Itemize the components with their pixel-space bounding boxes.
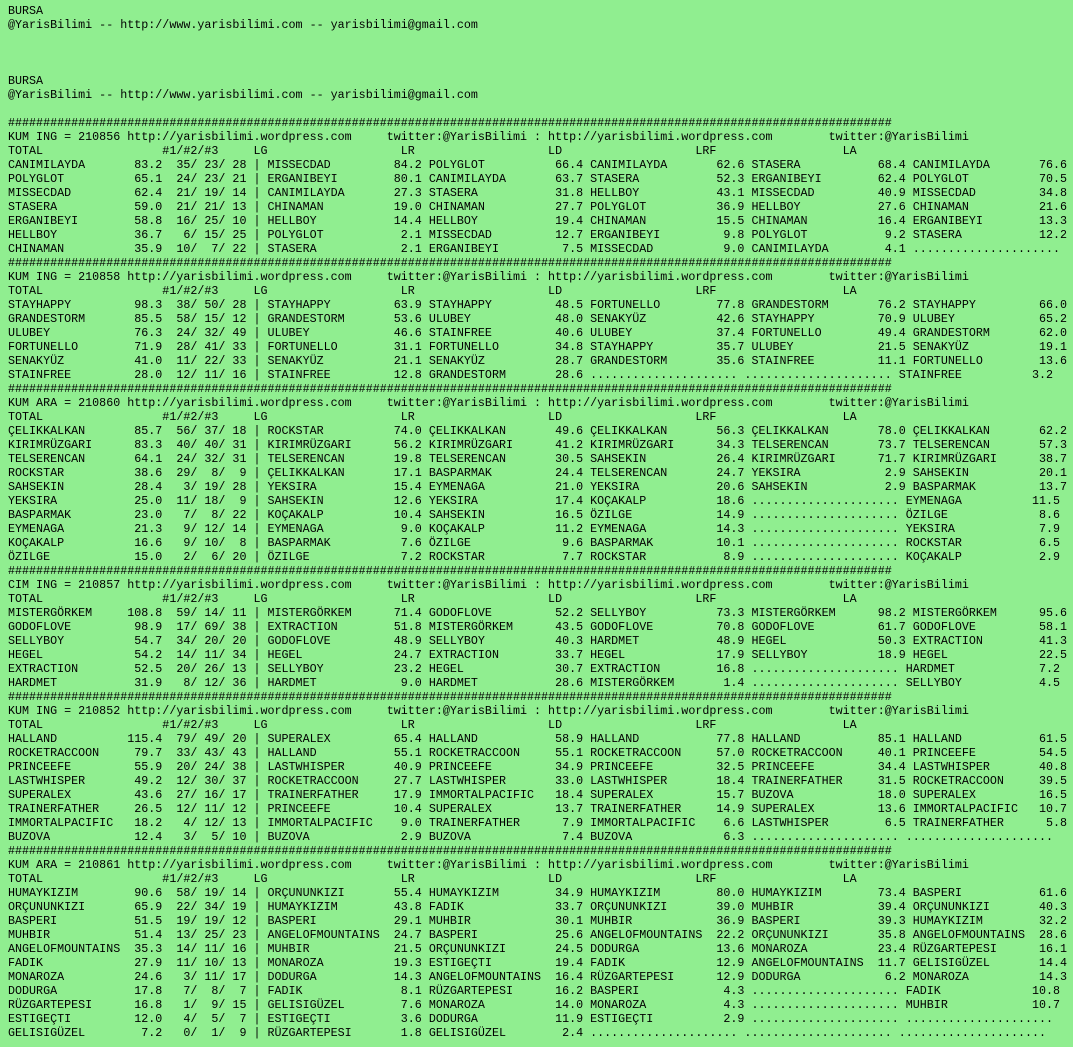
result-row: POLYGLOT 65.1 24/ 23/ 21 | ERGANIBEYI 80.1 CANIMILAYDA 63.7 STASERA 52.3 ERGANIBEYI 62.4 POLYGLOT 70.5 xyxy=(8,172,1068,186)
result-row: STASERA 59.0 21/ 21/ 13 | CHINAMAN 19.0 CHINAMAN 27.7 POLYGLOT 36.9 HELLBOY 27.6 CHINAMAN 21.6 xyxy=(8,200,1068,214)
result-row: MUHBIR 51.4 13/ 25/ 23 | ANGELOFMOUNTAINS 24.7 BASPERI 25.6 ANGELOFMOUNTAINS 22.2 ORÇUNUNKIZI 35.8 ANGELOFMOUNTAINS 28.6 xyxy=(8,928,1068,942)
result-row: ERGANIBEYI 58.8 16/ 25/ 10 | HELLBOY 14.4 HELLBOY 19.4 CHINAMAN 15.5 CHINAMAN 16.4 ERGANIBEYI 13.3 xyxy=(8,214,1068,228)
result-row: TRAINERFATHER 26.5 12/ 11/ 12 | PRINCEEFE 10.4 SUPERALEX 13.7 TRAINERFATHER 14.9 SUPERALEX 13.6 IMMORTALPACIFIC 10.7 xyxy=(8,802,1068,816)
separator-line: ############################################################################################################################## xyxy=(8,844,892,858)
site-contact-line: @YarisBilimi -- http://www.yarisbilimi.com -- yarisbilimi@gmail.com xyxy=(8,18,478,32)
result-row: HARDMET 31.9 8/ 12/ 36 | HARDMET 9.0 HARDMET 28.6 MISTERGÖRKEM 1.4 ..................... SELLYBOY 4.5 xyxy=(8,676,1061,690)
result-row: HEGEL 54.2 14/ 11/ 34 | HEGEL 24.7 EXTRACTION 33.7 HEGEL 17.9 SELLYBOY 18.9 HEGEL 22.5 xyxy=(8,648,1068,662)
city-name: BURSA xyxy=(8,4,44,18)
column-header-row: TOTAL #1/#2/#3 LG LR LD LRF LA xyxy=(8,718,857,732)
result-row: SELLYBOY 54.7 34/ 20/ 20 | GODOFLOVE 48.9 SELLYBOY 40.3 HARDMET 48.9 HEGEL 50.3 EXTRACTION 41.3 xyxy=(8,634,1068,648)
result-row: EXTRACTION 52.5 20/ 26/ 13 | SELLYBOY 23.2 HEGEL 30.7 EXTRACTION 16.8 ..................... HARDMET 7.2 xyxy=(8,662,1061,676)
result-row: EYMENAGA 21.3 9/ 12/ 14 | EYMENAGA 9.0 KOÇAKALP 11.2 EYMENAGA 14.3 ..................... YEKSIRA 7.9 xyxy=(8,522,1061,536)
separator-line: ############################################################################################################################## xyxy=(8,690,892,704)
result-row: ANGELOFMOUNTAINS 35.3 14/ 11/ 16 | MUHBIR 21.5 ORÇUNUNKIZI 24.5 DODURGA 13.6 MONAROZA 23.4 RÜZGARTEPESI 16.1 xyxy=(8,942,1068,956)
result-row: ESTIGEÇTI 12.0 4/ 5/ 7 | ESTIGEÇTI 3.6 DODURGA 11.9 ESTIGEÇTI 2.9 ..................... ..................... xyxy=(8,1012,1054,1026)
result-row: STAINFREE 28.0 12/ 11/ 16 | STAINFREE 12.8 GRANDESTORM 28.6 ..................... ..................... STAINFREE 3.2 xyxy=(8,368,1054,382)
result-row: IMMORTALPACIFIC 18.2 4/ 12/ 13 | IMMORTALPACIFIC 9.0 TRAINERFATHER 7.9 IMMORTALPACIFIC 6.6 LASTWHISPER 6.5 TRAINERFATHER 5.8 xyxy=(8,816,1068,830)
city-name: BURSA xyxy=(8,74,44,88)
result-row: ÇELIKKALKAN 85.7 56/ 37/ 18 | ROCKSTAR 74.0 ÇELIKKALKAN 49.6 ÇELIKKALKAN 56.3 ÇELIKKALKAN 78.0 ÇELIKKALKAN 62.2 xyxy=(8,424,1068,438)
result-row: STAYHAPPY 98.3 38/ 50/ 28 | STAYHAPPY 63.9 STAYHAPPY 48.5 FORTUNELLO 77.8 GRANDESTORM 76.2 STAYHAPPY 66.0 xyxy=(8,298,1068,312)
race-report xyxy=(8,116,1067,1040)
result-row: ROCKSTAR 38.6 29/ 8/ 9 | ÇELIKKALKAN 17.1 BASPARMAK 24.4 TELSERENCAN 24.7 YEKSIRA 2.9 SAHSEKIN 20.1 xyxy=(8,466,1068,480)
column-header-row: TOTAL #1/#2/#3 LG LR LD LRF LA xyxy=(8,144,857,158)
race-section-title: KUM ING = 210856 http://yarisbilimi.wordpress.com twitter:@YarisBilimi : http://yarisbilimi.wordpress.com twitter:@YarisBilimi xyxy=(8,130,969,144)
separator-line: ############################################################################################################################## xyxy=(8,382,892,396)
result-row: ORÇUNUNKIZI 65.9 22/ 34/ 19 | HUMAYKIZIM 43.8 FADIK 33.7 ORÇUNUNKIZI 39.0 MUHBIR 39.4 ORÇUNUNKIZI 40.3 xyxy=(8,900,1068,914)
result-row: GELISIGÜZEL 7.2 0/ 1/ 9 | RÜZGARTEPESI 1.8 GELISIGÜZEL 2.4 ..................... ..................... ..................... xyxy=(8,1026,1047,1040)
result-row: KIRIMRÜZGARI 83.3 40/ 40/ 31 | KIRIMRÜZGARI 56.2 KIRIMRÜZGARI 41.2 KIRIMRÜZGARI 34.3 TELSERENCAN 73.7 TELSERENCAN 57.3 xyxy=(8,438,1068,452)
result-row: PRINCEEFE 55.9 20/ 24/ 38 | LASTWHISPER 40.9 PRINCEEFE 34.9 PRINCEEFE 32.5 PRINCEEFE 34.4 LASTWHISPER 40.8 xyxy=(8,760,1068,774)
result-row: MISSECDAD 62.4 21/ 19/ 14 | CANIMILAYDA 27.3 STASERA 31.8 HELLBOY 43.1 MISSECDAD 40.9 MISSECDAD 34.8 xyxy=(8,186,1068,200)
result-row: ULUBEY 76.3 24/ 32/ 49 | ULUBEY 46.6 STAINFREE 40.6 ULUBEY 37.4 FORTUNELLO 49.4 GRANDESTORM 62.0 xyxy=(8,326,1068,340)
column-header-row: TOTAL #1/#2/#3 LG LR LD LRF LA xyxy=(8,872,857,886)
result-row: RÜZGARTEPESI 16.8 1/ 9/ 15 | GELISIGÜZEL 7.6 MONAROZA 14.0 MONAROZA 4.3 ..................... MUHBIR 10.7 xyxy=(8,998,1061,1012)
separator-line: ############################################################################################################################## xyxy=(8,116,892,130)
race-section-title: KUM ARA = 210861 http://yarisbilimi.wordpress.com twitter:@YarisBilimi : http://yarisbilimi.wordpress.com twitter:@YarisBilimi xyxy=(8,858,969,872)
result-row: BUZOVA 12.4 3/ 5/ 10 | BUZOVA 2.9 BUZOVA 7.4 BUZOVA 6.3 ..................... ..................... xyxy=(8,830,1054,844)
result-row: HALLAND 115.4 79/ 49/ 20 | SUPERALEX 65.4 HALLAND 58.9 HALLAND 77.8 HALLAND 85.1 HALLAND 61.5 xyxy=(8,732,1068,746)
result-row: BASPARMAK 23.0 7/ 8/ 22 | KOÇAKALP 10.4 SAHSEKIN 16.5 ÖZILGE 14.9 ..................... ÖZILGE 8.6 xyxy=(8,508,1061,522)
result-row: ROCKETRACCOON 79.7 33/ 43/ 43 | HALLAND 55.1 ROCKETRACCOON 55.1 ROCKETRACCOON 57.0 ROCKETRACCOON 40.1 PRINCEEFE 54.5 xyxy=(8,746,1068,760)
result-row: ÖZILGE 15.0 2/ 6/ 20 | ÖZILGE 7.2 ROCKSTAR 7.7 ROCKSTAR 8.9 ..................... KOÇAKALP 2.9 xyxy=(8,550,1061,564)
result-row: CHINAMAN 35.9 10/ 7/ 22 | STASERA 2.1 ERGANIBEYI 7.5 MISSECDAD 9.0 CANIMILAYDA 4.1 ..................... xyxy=(8,242,1061,256)
result-row: MONAROZA 24.6 3/ 11/ 17 | DODURGA 14.3 ANGELOFMOUNTAINS 16.4 RÜZGARTEPESI 12.9 DODURGA 6.2 MONAROZA 14.3 xyxy=(8,970,1068,984)
race-section-title: CIM ING = 210857 http://yarisbilimi.wordpress.com twitter:@YarisBilimi : http://yarisbilimi.wordpress.com twitter:@YarisBilimi xyxy=(8,578,969,592)
result-row: KOÇAKALP 16.6 9/ 10/ 8 | BASPARMAK 7.6 ÖZILGE 9.6 BASPARMAK 10.1 ..................... ROCKSTAR 6.5 xyxy=(8,536,1061,550)
header-block-top xyxy=(8,4,478,32)
result-row: GRANDESTORM 85.5 58/ 15/ 12 | GRANDESTORM 53.6 ULUBEY 48.0 SENAKYÜZ 42.6 STAYHAPPY 70.9 ULUBEY 65.2 xyxy=(8,312,1068,326)
result-row: HUMAYKIZIM 90.6 58/ 19/ 14 | ORÇUNUNKIZI 55.4 HUMAYKIZIM 34.9 HUMAYKIZIM 80.0 HUMAYKIZIM 73.4 BASPERI 61.6 xyxy=(8,886,1068,900)
result-row: YEKSIRA 25.0 11/ 18/ 9 | SAHSEKIN 12.6 YEKSIRA 17.4 KOÇAKALP 18.6 ..................... EYMENAGA 11.5 xyxy=(8,494,1061,508)
result-row: CANIMILAYDA 83.2 35/ 23/ 28 | MISSECDAD 84.2 POLYGLOT 66.4 CANIMILAYDA 62.6 STASERA 68.4 CANIMILAYDA 76.6 xyxy=(8,158,1068,172)
result-row: GODOFLOVE 98.9 17/ 69/ 38 | EXTRACTION 51.8 MISTERGÖRKEM 43.5 GODOFLOVE 70.8 GODOFLOVE 61.7 GODOFLOVE 58.1 xyxy=(8,620,1068,634)
column-header-row: TOTAL #1/#2/#3 LG LR LD LRF LA xyxy=(8,410,857,424)
header-block-second xyxy=(8,74,478,102)
site-contact-line: @YarisBilimi -- http://www.yarisbilimi.com -- yarisbilimi@gmail.com xyxy=(8,88,478,102)
race-section-title: KUM ING = 210852 http://yarisbilimi.wordpress.com twitter:@YarisBilimi : http://yarisbilimi.wordpress.com twitter:@YarisBilimi xyxy=(8,704,969,718)
result-row: BASPERI 51.5 19/ 19/ 12 | BASPERI 29.1 MUHBIR 30.1 MUHBIR 36.9 BASPERI 39.3 HUMAYKIZIM 32.2 xyxy=(8,914,1068,928)
column-header-row: TOTAL #1/#2/#3 LG LR LD LRF LA xyxy=(8,284,857,298)
separator-line: ############################################################################################################################## xyxy=(8,564,892,578)
column-header-row: TOTAL #1/#2/#3 LG LR LD LRF LA xyxy=(8,592,857,606)
result-row: TELSERENCAN 64.1 24/ 32/ 31 | TELSERENCAN 19.8 TELSERENCAN 30.5 SAHSEKIN 26.4 KIRIMRÜZGARI 71.7 KIRIMRÜZGARI 38.7 xyxy=(8,452,1068,466)
result-row: LASTWHISPER 49.2 12/ 30/ 37 | ROCKETRACCOON 27.7 LASTWHISPER 33.0 LASTWHISPER 18.4 TRAINERFATHER 31.5 ROCKETRACCOON 39.5 xyxy=(8,774,1068,788)
result-row: DODURGA 17.8 7/ 8/ 7 | FADIK 8.1 RÜZGARTEPESI 16.2 BASPERI 4.3 ..................... FADIK 10.8 xyxy=(8,984,1061,998)
result-row: SENAKYÜZ 41.0 11/ 22/ 33 | SENAKYÜZ 21.1 SENAKYÜZ 28.7 GRANDESTORM 35.6 STAINFREE 11.1 FORTUNELLO 13.6 xyxy=(8,354,1068,368)
race-section-title: KUM ING = 210858 http://yarisbilimi.wordpress.com twitter:@YarisBilimi : http://yarisbilimi.wordpress.com twitter:@YarisBilimi xyxy=(8,270,969,284)
result-row: HELLBOY 36.7 6/ 15/ 25 | POLYGLOT 2.1 MISSECDAD 12.7 ERGANIBEYI 9.8 POLYGLOT 9.2 STASERA 12.2 xyxy=(8,228,1068,242)
separator-line: ############################################################################################################################## xyxy=(8,256,892,270)
result-row: SUPERALEX 43.6 27/ 16/ 17 | TRAINERFATHER 17.9 IMMORTALPACIFIC 18.4 SUPERALEX 15.7 BUZOVA 18.0 SUPERALEX 16.5 xyxy=(8,788,1068,802)
result-row: SAHSEKIN 28.4 3/ 19/ 28 | YEKSIRA 15.4 EYMENAGA 21.0 YEKSIRA 20.6 SAHSEKIN 2.9 BASPARMAK 13.7 xyxy=(8,480,1068,494)
result-row: FADIK 27.9 11/ 10/ 13 | MONAROZA 19.3 ESTIGEÇTI 19.4 FADIK 12.9 ANGELOFMOUNTAINS 11.7 GELISIGÜZEL 14.4 xyxy=(8,956,1068,970)
race-section-title: KUM ARA = 210860 http://yarisbilimi.wordpress.com twitter:@YarisBilimi : http://yarisbilimi.wordpress.com twitter:@YarisBilimi xyxy=(8,396,969,410)
result-row: FORTUNELLO 71.9 28/ 41/ 33 | FORTUNELLO 31.1 FORTUNELLO 34.8 STAYHAPPY 35.7 ULUBEY 21.5 SENAKYÜZ 19.1 xyxy=(8,340,1068,354)
result-row: MISTERGÖRKEM 108.8 59/ 14/ 11 | MISTERGÖRKEM 71.4 GODOFLOVE 52.2 SELLYBOY 73.3 MISTERGÖRKEM 98.2 MISTERGÖRKEM 95.6 xyxy=(8,606,1068,620)
